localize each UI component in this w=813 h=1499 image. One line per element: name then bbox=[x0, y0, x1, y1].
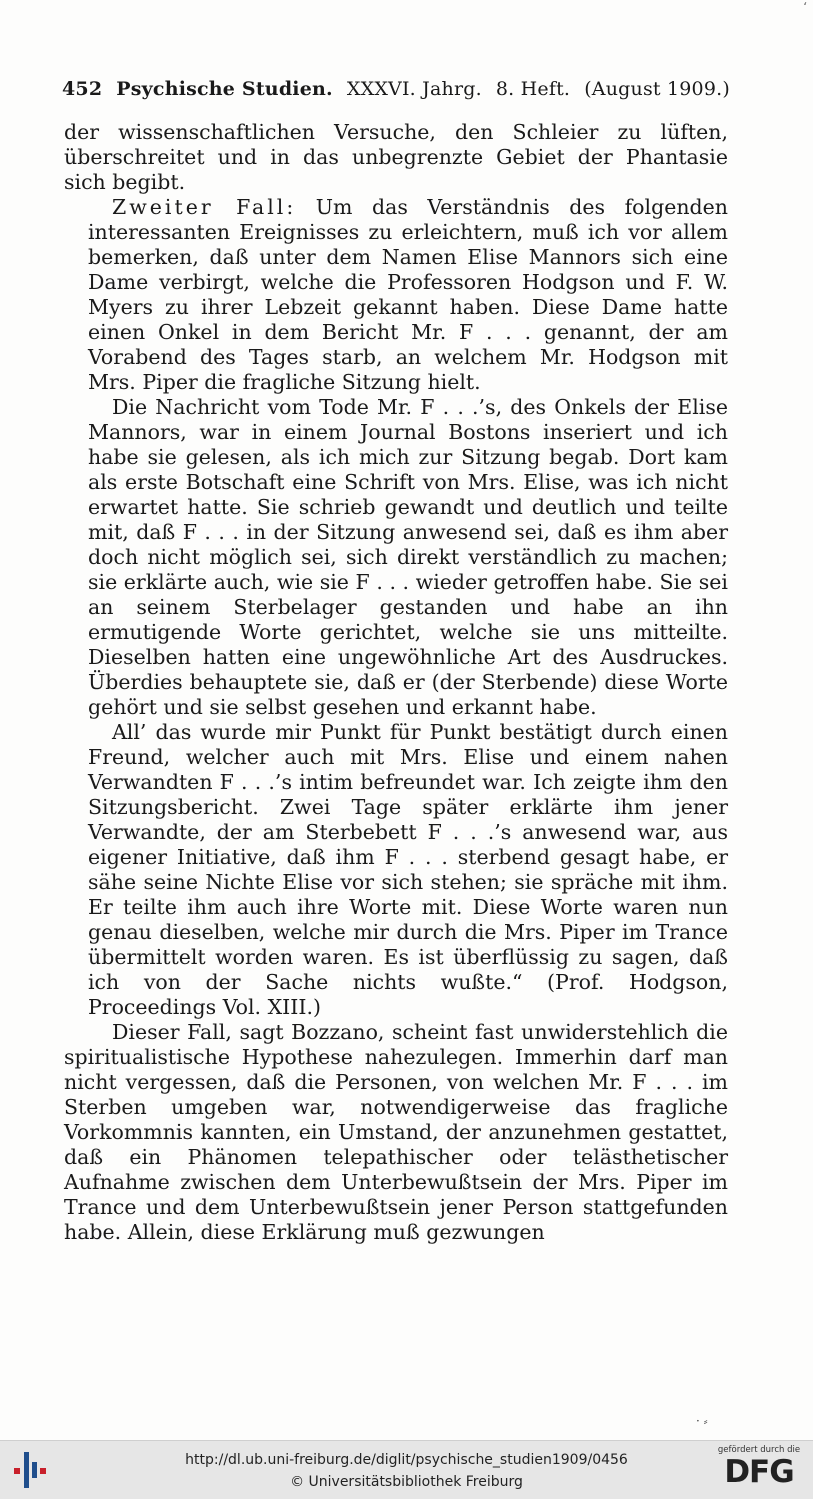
scan-mark: ʻ bbox=[803, 0, 807, 14]
journal-title: Psychische Studien. bbox=[116, 78, 333, 100]
paragraph-2-text: Um das Verständnis des folgenden interessanten Ereignisses zu erleichtern, muß ich vor allem bemerken, daß unter dem Namen Elise Mannors sich eine Dame verbirgt, welche die Professoren Hodgson und F. W. Myers zu ihrer Lebzeit gekannt haben. Diese Dame hatte einen Onkel in dem Bericht Mr. F . . . genannt, der am Vorabend des Tages starb, an welchem Mr. Hodgson mit Mrs. Piper die fragliche Sitzung hielt. bbox=[88, 195, 728, 394]
volume: XXXVI. Jahrg. bbox=[346, 78, 482, 100]
running-header bbox=[62, 78, 730, 100]
paragraph-2 bbox=[64, 195, 728, 395]
paragraph-5: Dieser Fall, sagt Bozzano, scheint fast unwiderstehlich die spiritualistische Hypothese nahezulegen. Immerhin darf man nicht vergessen, daß die Personen, von welchen Mr. F . . . im Sterben umgeben war, notwendigerweise das fragliche Vorkommnis kannten, ein Umstand, der anzunehmen gestattet, daß ein Phänomen telepathischer oder telästhetischer Aufnahme zwischen dem Unterbewußtsein der Mrs. Piper im Trance und dem Unterbewußtsein jener Person stattgefunden habe. Allein, diese Erklärung muß gezwungen bbox=[64, 1020, 728, 1244]
library-footer bbox=[0, 1440, 813, 1499]
issue: 8. Heft. bbox=[495, 78, 571, 100]
body-text bbox=[64, 120, 728, 1245]
paragraph-3: Die Nachricht vom Tode Mr. F . . .’s, des Onkels der Elise Mannors, war in einem Journal Bostons inseriert und ich habe sie gelesen, als ich mich zur Sitzung begab. Dort kam als erste Botschaft eine Schrift von Mrs. Elise, was ich nicht erwartet hatte. Sie schrieb gewandt und deutlich und teilte mit, daß F . . . in der Sitzung anwesend sei, daß es ihm aber doch nicht möglich sei, sich direkt verständlich zu machen; sie erklärte auch, wie sie F . . . wieder getroffen habe. Sie sei an seinem Sterbelager gestanden und habe an ihn ermutigende Worte gerichtet, welche sie uns mitteilte. Dieselben hatten eine ungewöhnliche Art des Ausdruckes. Überdies behauptete sie, daß er (der Sterbende) diese Worte gehört und sie selbst gesehen und erkannt habe. bbox=[88, 395, 728, 719]
copyright-text: © Universitätsbibliothek Freiburg bbox=[290, 1474, 523, 1490]
paragraph-1: der wissenschaftlichen Versuche, den Schleier zu lüften, überschreitet und in das unbegrenzte Gebiet der Phantasie sich begibt. bbox=[64, 120, 728, 194]
issue-date: (August 1909.) bbox=[584, 78, 730, 100]
dfg-logo bbox=[713, 1445, 805, 1489]
page-number: 452 bbox=[62, 78, 103, 100]
paragraph-4: All’ das wurde mir Punkt für Punkt bestätigt durch einen Freund, welcher auch mit Mrs. Elise und einem nahen Verwandten F . . .’s intim befreundet war. Ich zeigte ihm den Sitzungsbericht. Zwei Tage später erklärte ihm jener Verwandte, der am Sterbebett F . . .’s anwesend war, aus eigener Initiative, daß ihm F . . . sterbend gesagt habe, er sähe seine Nichte Elise vor sich stehen; sie spräche mit ihm. Er teilte ihm auch ihre Worte mit. Diese Worte waren nun genau dieselben, welche mir durch die Mrs. Piper im Trance übermittelt worden waren. Es ist überflüssig zu sagen, daß ich von der Sache nichts wußte.“ (Prof. Hodgson, Proceedings Vol. XIII.) bbox=[88, 720, 728, 1019]
print-smudge: · ⸗ bbox=[696, 1414, 708, 1428]
funding-note: gefördert durch die bbox=[717, 1445, 801, 1455]
page-url-link[interactable]: http://dl.ub.uni-freiburg.de/diglit/psychische_studien1909/0456 bbox=[185, 1452, 628, 1468]
case-heading: Zweiter Fall: bbox=[112, 195, 297, 219]
dfg-wordmark: DFG bbox=[724, 1454, 794, 1490]
